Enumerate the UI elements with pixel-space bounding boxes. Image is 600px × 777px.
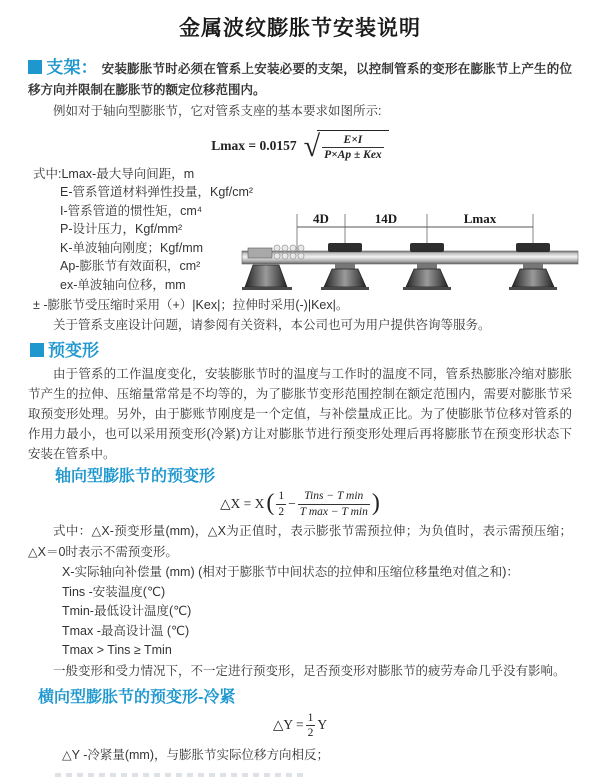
page-title: 金属波纹膨胀节安装说明 xyxy=(179,17,421,40)
predeform-section-heading xyxy=(30,341,600,361)
support-section-heading xyxy=(28,58,98,77)
axial-definition-list xyxy=(62,563,600,661)
definition-item: Tins -安装温度(℃) xyxy=(62,584,166,599)
axial-explain: 式中：△X-预变形量(mm)，△X为正值时，表示膨张节需预拉伸；为负值时，表示需预压缩；△X＝0时表示不需预变形。 xyxy=(28,524,572,559)
lmax-frac-denominator: P×Ap ± Kex xyxy=(324,149,382,162)
definition-item: I-管系管道的惯性矩，cm⁴ xyxy=(60,203,203,218)
half-denominator: 2 xyxy=(278,505,285,518)
lmax-frac-numerator: E×I xyxy=(322,133,384,148)
guide-support xyxy=(403,243,451,290)
pipe-support-diagram xyxy=(240,204,598,309)
dim-label-14d: 14D xyxy=(374,211,398,226)
predeform-paragraph: 由于管系的工作温度变化，安装膨胀节时的温度与工作时的温度不同，管系热膨胀冷缩对膨胀节产生的拉伸、压缩量常常是不均等的，为了膨胀节变形范围控制在额定范围内，需要对膨胀节采取预变形处理。另外，由于膨账节刚度是一个定值，与补偿量成正比。为了使膨胀节位移对管系的作用力最小，也可以采用预变形(冷紧)方让对膨胀节进行预变形处理后再将膨胀节在预变形状态下安装在管系中。 xyxy=(28,367,572,462)
definition-item: X-实际轴向补偿量 (mm) (相对于膨胀节中间状态的拉伸和压缩位移量绝对值之和)： xyxy=(62,565,519,579)
definition-item: P-设计压力，Kgf/mm² xyxy=(60,222,183,237)
support-example-line: 例如对于轴向型膨胀节，它对管系支座的基本要求如图所示: xyxy=(53,104,382,118)
guide-support xyxy=(321,243,369,290)
temp-frac-numerator: Tins − T min xyxy=(298,489,370,504)
definition-item: ex-单波轴向位移，mm xyxy=(60,277,186,292)
close-paren: ) xyxy=(371,490,380,517)
lateral-frac-numerator: 1 xyxy=(306,711,316,726)
open-paren: ( xyxy=(266,490,275,517)
support-heading-label: 支架： xyxy=(46,58,98,77)
sign-convention-note: ± -膨胀节受压缩时采用（+）|Kex|；拉伸时采用(-)|Kex|。 xyxy=(33,298,349,313)
definition-item: Tmax -最高设计温 (℃) xyxy=(62,623,190,638)
blue-square-icon xyxy=(28,60,42,74)
lateral-formula-rhs: Y xyxy=(317,717,328,733)
definition-item: 式中:Lmax-最大导向间距，m xyxy=(33,166,195,181)
blue-square-icon xyxy=(30,343,44,357)
lateral-note: △Y -冷紧量(mm)，与膨胀节实际位移方向相反； xyxy=(62,748,330,763)
minus-sign: − xyxy=(288,496,296,512)
predeform-heading-label: 预变形 xyxy=(48,341,99,361)
document-page xyxy=(0,12,600,763)
axial-formula-lhs: △X = X xyxy=(220,496,265,512)
lateral-formula-lhs: △Y = xyxy=(272,717,304,733)
lmax-formula xyxy=(0,130,600,163)
axial-subheading: 轴向型膨胀节的预变形 xyxy=(55,468,216,486)
support-intro-paragraph xyxy=(28,57,572,101)
lmax-formula-prefix: Lmax = 0.0157 xyxy=(211,138,297,154)
guide-support xyxy=(509,243,557,290)
lateral-subheading: 横向型膨胀节的预变形-冷紧 xyxy=(38,688,236,706)
dim-label-4d: 4D xyxy=(313,211,329,226)
radical-expression xyxy=(304,130,389,163)
half-numerator: 1 xyxy=(276,489,286,504)
definition-item: Tmin-最低设计温度(℃) xyxy=(62,604,192,618)
definition-item: K-单波轴向刚度；Kgf/mm xyxy=(60,240,204,255)
definition-item: Ap-膨胀节有效面积，cm² xyxy=(60,259,201,274)
support-intro-text: 安装膨胀节时必须在管系上安装必要的支架，以控制管系的变形在膨胀节上产生的位移方向并限制在膨胀节的额定位移范围内。 xyxy=(28,62,572,97)
service-note: 关于管系支座设计问题，请参阅有关资料，本公司也可为用户提供咨询等服务。 xyxy=(53,318,491,333)
definition-item: E-管系管道材料弹性投量，Kgf/cm² xyxy=(60,185,254,200)
dim-label-lmax: Lmax xyxy=(463,211,497,226)
axial-general-note: 一般变形和受力情况下，不一定进行预变形，足否预变形对膨胀节的疲劳寿命几乎没有影响。 xyxy=(53,663,566,678)
axial-formula xyxy=(0,489,600,519)
clipped-text-line xyxy=(55,773,305,777)
sqrt-glyph: √ xyxy=(303,130,321,163)
definition-item: Tmax > Tins ≥ Tmin xyxy=(62,643,172,657)
lateral-formula xyxy=(0,711,600,741)
temp-frac-denominator: T max − T min xyxy=(299,505,368,518)
lateral-frac-denominator: 2 xyxy=(307,726,314,739)
